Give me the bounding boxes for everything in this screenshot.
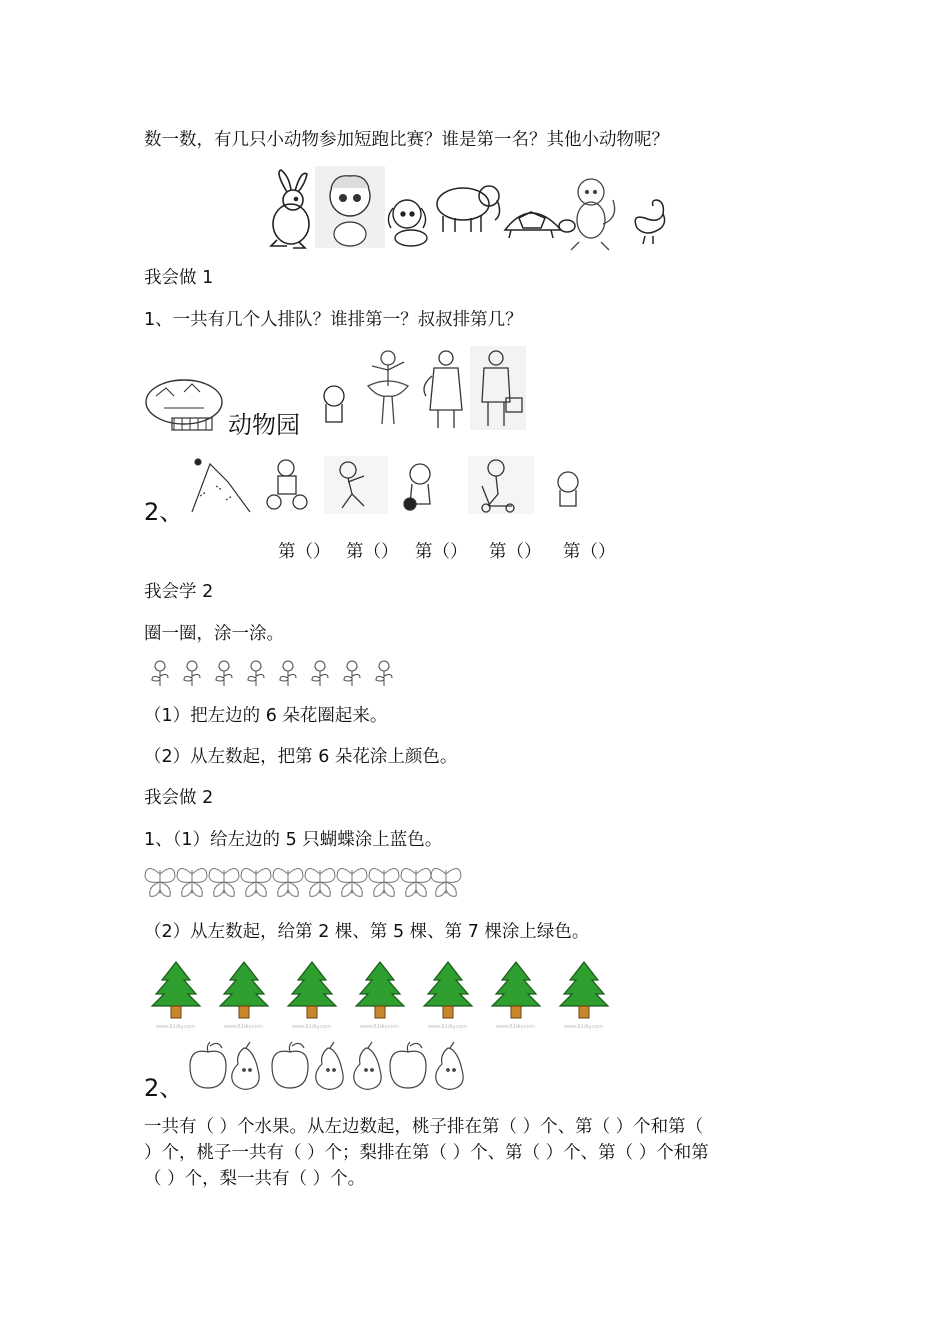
animals-race-image — [265, 166, 675, 252]
child-icon — [324, 386, 344, 422]
queue-people-image — [320, 346, 526, 430]
doctor-icon — [424, 351, 462, 428]
flower-row — [148, 658, 398, 688]
zoo-image — [144, 376, 228, 434]
soccer-kid-icon — [404, 464, 430, 510]
turtle-icon — [505, 212, 575, 238]
blank-5[interactable]: 第（） — [563, 542, 616, 562]
scooter-kid-icon — [468, 456, 534, 514]
skater-icon — [324, 456, 388, 514]
butterfly-row — [144, 864, 462, 900]
monkey-icon — [571, 179, 615, 250]
cyclist-icon — [267, 460, 307, 509]
blank-1[interactable]: 第（） — [278, 542, 331, 562]
lamb-icon — [315, 166, 385, 248]
intro-question: 数一数，有几只小动物参加短跑比赛？谁是第一名？其他小动物呢？ — [144, 130, 669, 150]
section3-item-1: 1、（1）给左边的 5 只蝴蝶涂上蓝色。 — [144, 830, 443, 850]
ballerina-icon — [368, 351, 408, 424]
swan-icon — [635, 200, 664, 244]
tree-row — [148, 960, 618, 1030]
small-child-icon — [558, 472, 578, 506]
section1-heading: 我会做 1 — [144, 268, 214, 288]
section2-item-1: （1）把左边的 6 朵花圈起来。 — [144, 706, 388, 726]
elephant-icon — [437, 186, 500, 232]
zoo-label: 动物园 — [228, 411, 300, 439]
section3-question-2-number: 2、 — [144, 1074, 184, 1102]
fruit-row — [184, 1040, 470, 1092]
mountain-icon — [192, 459, 250, 512]
line-up-image — [186, 456, 596, 516]
fruit-question-line-3: （ ）个，梨一共有（ ）个。 — [144, 1169, 366, 1189]
fruit-question-line-2: ）个，桃子一共有（ ）个；梨排在第（ ）个、第（ ）个、第（ ）个和第 — [144, 1143, 709, 1163]
fruit-question-line-1: 一共有（ ）个水果。从左边数起，桃子排在第（ ）个、第（ ）个和第（ — [144, 1117, 704, 1137]
fruit-question-paragraph — [144, 1114, 808, 1192]
section2-instruction: 圈一圈，涂一涂。 — [144, 624, 284, 644]
blank-3[interactable]: 第（） — [415, 542, 468, 562]
section3-heading: 我会做 2 — [144, 788, 214, 808]
section3-item-2: （2）从左数起，给第 2 棵、第 5 棵、第 7 棵涂上绿色。 — [144, 922, 590, 942]
blank-2[interactable]: 第（） — [346, 542, 399, 562]
puppy-icon — [388, 200, 427, 246]
svg-text:www.61diy.com: www.61diy.com — [156, 1024, 195, 1030]
section2-item-2: （2）从左数起，把第 6 朵花涂上颜色。 — [144, 747, 458, 767]
section1-question-2-number: 2、 — [144, 498, 184, 526]
uncle-icon — [470, 346, 526, 430]
section1-question-1: 1、一共有几个人排队？谁排第一？叔叔排第几？ — [144, 310, 523, 330]
rabbit-icon — [271, 170, 309, 248]
section2-heading: 我会学 2 — [144, 582, 214, 602]
blank-4[interactable]: 第（） — [489, 542, 542, 562]
